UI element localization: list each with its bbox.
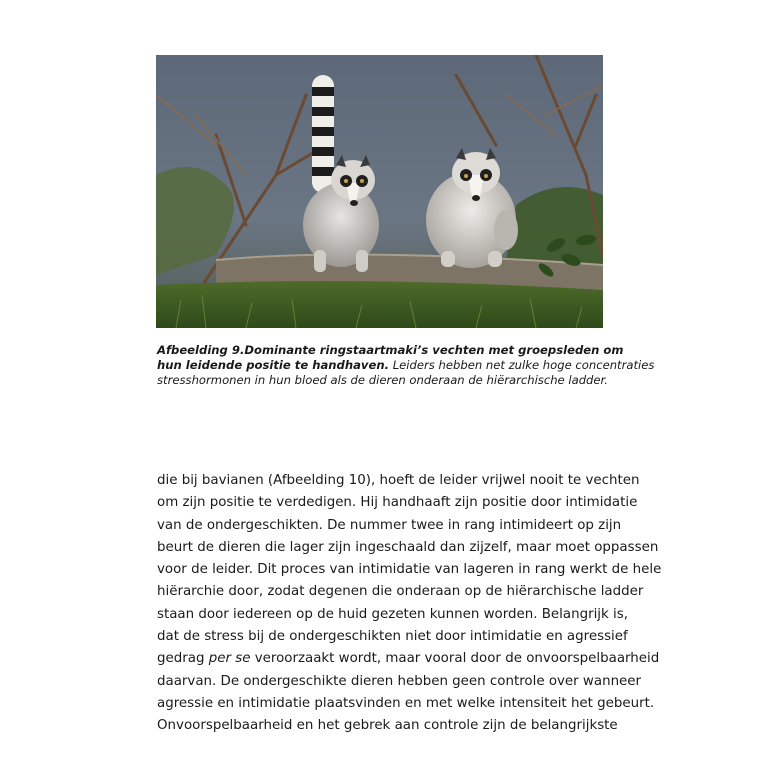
body-line: agressie en intimidatie plaatsvinden en met welke intensiteit het gebeurt.	[157, 695, 655, 711]
body-line: staan door iedereen op de huid gezeten kunnen worden. Belangrijk is,	[157, 606, 628, 622]
body-line-per-se	[157, 648, 660, 670]
body-line: daarvan. De ondergeschikte dieren hebben geen controle over wanneer	[157, 673, 642, 689]
body-line: die bij bavianen (Afbeelding 10), hoeft de leider vrijwel nooit te vechten	[157, 473, 640, 488]
body-line: beurt de dieren die lager zijn ingeschaald dan zijzelf, maar moet oppassen	[157, 539, 659, 555]
caption-line-2	[157, 358, 655, 373]
lemur-photo	[156, 55, 603, 328]
caption-line-1	[157, 343, 624, 358]
caption-number: Afbeelding 9.	[157, 343, 245, 357]
body-line-per-se-after: veroorzaakt wordt, maar vooral door de onvoorspelbaarheid	[250, 651, 660, 667]
body-line: Onvoorspelbaarheid en het gebrek aan controle zijn de belangrijkste	[157, 718, 618, 734]
body-paragraph	[157, 470, 662, 738]
caption-title-part2: hun leidende positie te handhaven.	[157, 358, 390, 372]
body-line-per-se-before: gedrag	[157, 651, 209, 667]
per-se-emphasis: per se	[208, 651, 251, 667]
caption-title-part1: Dominante ringstaartmaki’s vechten met groepsleden om	[244, 343, 624, 357]
body-line: van de ondergeschikten. De nummer twee in rang intimideert op zijn	[157, 517, 622, 533]
body-line: voor de leider. Dit proces van intimidatie van lageren in rang werkt de hele	[157, 562, 662, 578]
body-line: hiërarchie door, zodat degenen die onderaan op de hiërarchische ladder	[157, 584, 644, 600]
caption-desc-part1: Leiders hebben net zulke hoge concentraties	[392, 358, 655, 372]
figure-caption	[157, 343, 655, 388]
body-line: om zijn positie te verdedigen. Hij handhaaft zijn positie door intimidatie	[157, 495, 638, 511]
body-line: dat de stress bij de ondergeschikten niet door intimidatie en agressief	[157, 629, 628, 645]
caption-desc-part2: stresshormonen in hun bloed als de dieren onderaan de hiërarchische ladder.	[157, 373, 608, 387]
